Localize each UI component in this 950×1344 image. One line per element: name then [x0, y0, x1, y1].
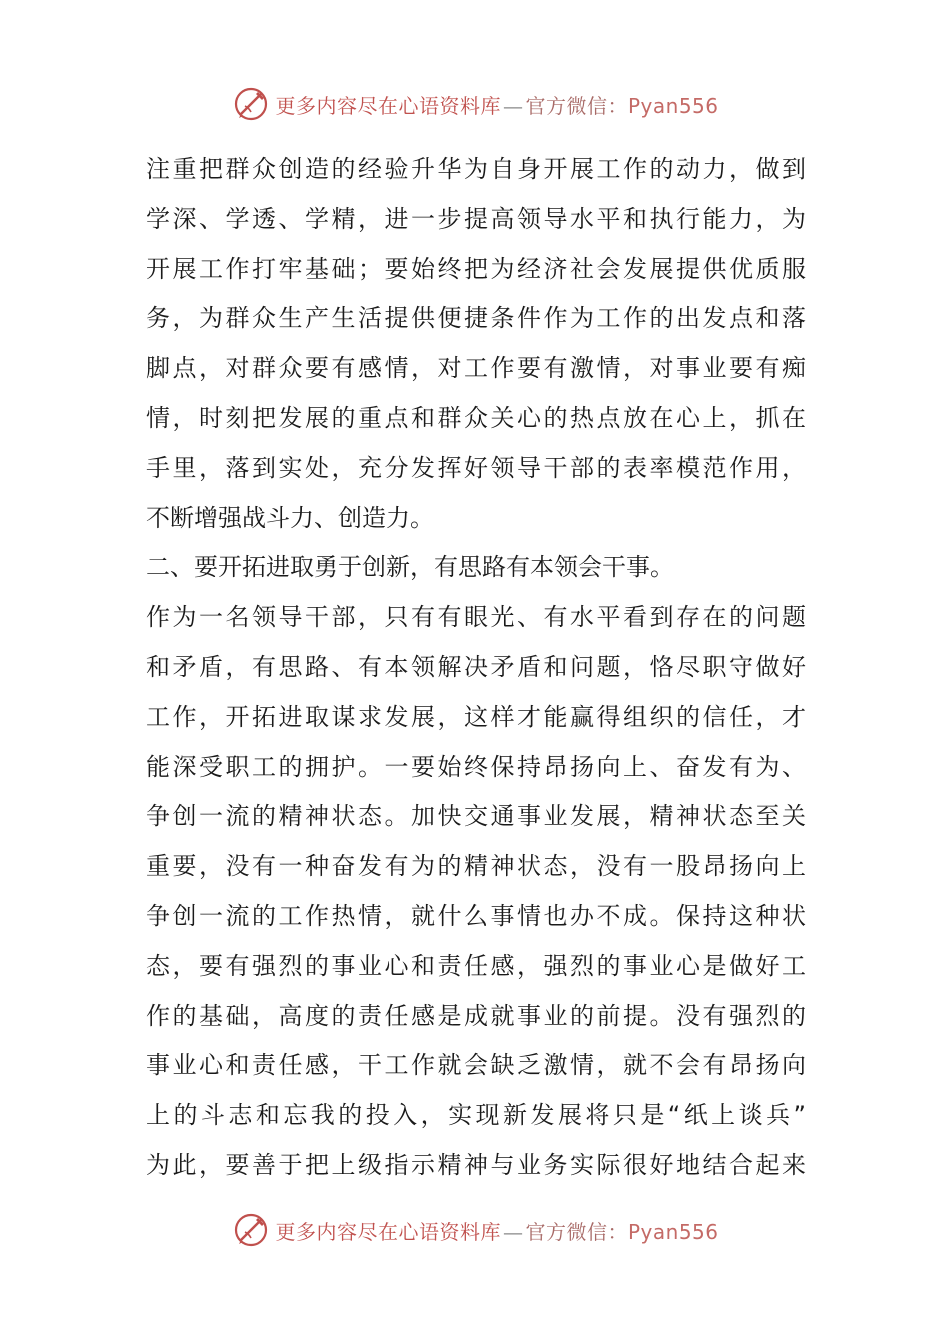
body-line: 工作，开拓进取谋求发展，这样才能赢得组织的信任，才 — [146, 702, 806, 731]
body-line: 态，要有强烈的事业心和责任感，强烈的事业心是做好工 — [146, 951, 806, 980]
pen-logo-icon — [231, 84, 271, 124]
body-line: 手里，落到实处，充分发挥好领导干部的表率模范作用， — [146, 453, 806, 482]
header-dash: — — [502, 93, 524, 118]
header-banner-text — [275, 90, 718, 119]
body-line: 不断增强战斗力、创造力。 — [146, 503, 434, 532]
footer-banner-text — [275, 1216, 718, 1245]
footer-brand: 更多内容尽在心语资料库 — [275, 1219, 501, 1244]
body-line: 重要，没有一种奋发有为的精神状态，没有一股昂扬向上 — [146, 852, 806, 881]
body-line: 上的斗志和忘我的投入，实现新发展将只是“纸上谈兵” — [146, 1101, 806, 1130]
body-line: 能深受职工的拥护。一要始终保持昂扬向上、奋发有为、 — [146, 752, 806, 781]
body-line: 事业心和责任感，干工作就会缺乏激情，就不会有昂扬向 — [146, 1051, 806, 1080]
section-heading: 二、要开拓进取勇于创新，有思路有本领会干事。 — [146, 553, 674, 582]
body-line: 脚点，对群众要有感情，对工作要有激情，对事业要有痴 — [146, 354, 806, 383]
footer-dash: — — [502, 1219, 524, 1244]
document-body — [146, 145, 806, 1191]
header-wechat-id: Pyan556 — [627, 93, 719, 118]
header-brand: 更多内容尽在心语资料库 — [275, 93, 501, 118]
header-wechat-label: 官方微信： — [525, 93, 628, 118]
footer-wechat-id: Pyan556 — [627, 1219, 719, 1244]
body-line: 和矛盾，有思路、有本领解决矛盾和问题，恪尽职守做好 — [146, 652, 806, 681]
pen-logo-icon — [231, 1210, 271, 1250]
body-line: 作为一名领导干部，只有有眼光、有水平看到存在的问题 — [146, 603, 806, 632]
body-line: 争创一流的精神状态。加快交通事业发展，精神状态至关 — [146, 802, 806, 831]
body-line: 开展工作打牢基础；要始终把为经济社会发展提供优质服 — [146, 254, 806, 283]
footer-banner — [0, 1208, 950, 1252]
footer-wechat-label: 官方微信： — [525, 1219, 628, 1244]
body-line: 为此，要善于把上级指示精神与业务实际很好地结合起来 — [146, 1150, 806, 1179]
body-line: 争创一流的工作热情，就什么事情也办不成。保持这种状 — [146, 901, 806, 930]
body-line: 务，为群众生产生活提供便捷条件作为工作的出发点和落 — [146, 304, 806, 333]
body-line: 情，时刻把发展的重点和群众关心的热点放在心上，抓在 — [146, 403, 806, 432]
header-banner — [0, 82, 950, 126]
body-line: 作的基础，高度的责任感是成就事业的前提。没有强烈的 — [146, 1001, 806, 1030]
body-line: 注重把群众创造的经验升华为自身开展工作的动力，做到 — [146, 155, 806, 183]
body-line: 学深、学透、学精，进一步提高领导水平和执行能力，为 — [146, 204, 806, 233]
